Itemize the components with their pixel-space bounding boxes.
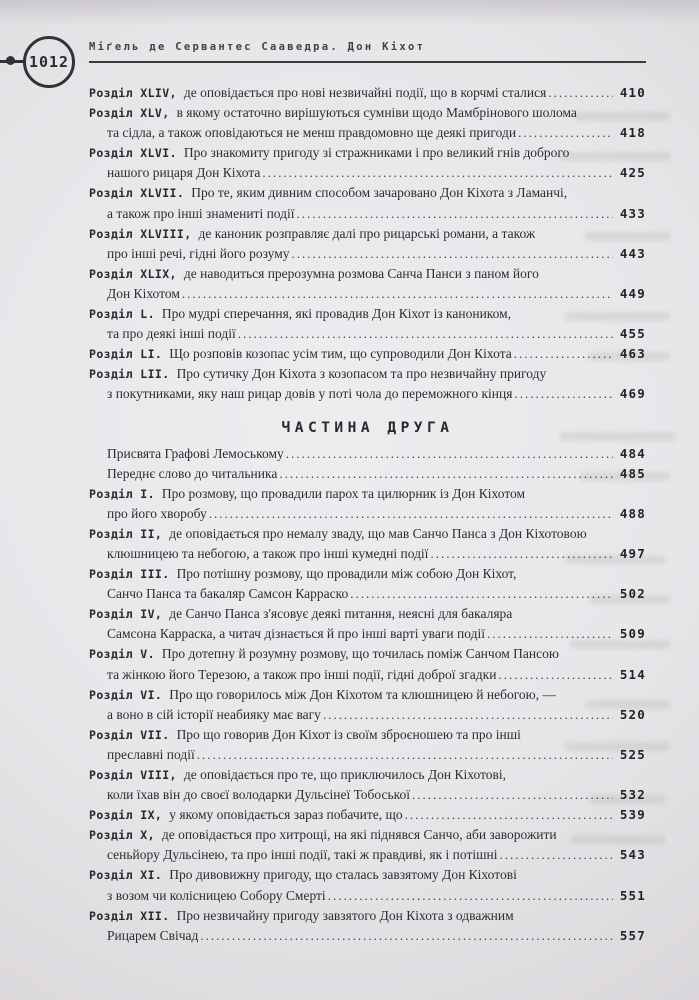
toc-line bbox=[89, 83, 646, 103]
table-of-contents bbox=[89, 83, 646, 946]
toc-line bbox=[89, 926, 646, 946]
dot-leader bbox=[209, 504, 613, 524]
toc-line bbox=[89, 183, 646, 203]
chapter-label: Розділ VIII, bbox=[89, 768, 177, 782]
dot-leader bbox=[548, 83, 613, 103]
entry-page-number: 514 bbox=[619, 666, 646, 682]
dot-leader bbox=[487, 624, 613, 644]
toc-line bbox=[89, 304, 646, 324]
entry-page-number: 539 bbox=[619, 807, 646, 823]
entry-page-number: 443 bbox=[619, 245, 646, 261]
toc-line bbox=[89, 685, 646, 705]
dot-leader bbox=[405, 805, 613, 825]
entry-page-number: 425 bbox=[619, 165, 646, 181]
toc-line bbox=[89, 845, 646, 865]
chapter-label: Розділ XII. bbox=[89, 908, 170, 923]
entry-page-number: 551 bbox=[619, 887, 646, 903]
chapter-label: Розділ VI. bbox=[89, 687, 163, 702]
chapter-label: Розділ L. bbox=[89, 307, 155, 322]
toc-line bbox=[89, 103, 646, 123]
toc-line bbox=[89, 564, 646, 584]
toc-line bbox=[89, 464, 646, 484]
entry-page-number: 484 bbox=[619, 445, 646, 461]
entry-text: та про деякі інші події bbox=[107, 326, 236, 342]
dot-leader bbox=[182, 284, 613, 304]
header-rule bbox=[89, 61, 646, 63]
dot-leader bbox=[430, 544, 613, 564]
toc-line bbox=[89, 244, 646, 264]
entry-page-number: 502 bbox=[619, 586, 646, 602]
entry-text: Що розповів козопас усім тим, що супроводили Дон Кіхота bbox=[169, 346, 512, 362]
toc-line bbox=[89, 143, 646, 163]
toc-part-one bbox=[89, 83, 646, 405]
dot-leader bbox=[197, 745, 613, 765]
toc-line bbox=[89, 204, 646, 224]
chapter-label: Розділ XI. bbox=[89, 868, 163, 883]
dot-leader bbox=[328, 886, 613, 906]
chapter-label: Розділ LII. bbox=[89, 367, 170, 382]
entry-text: нашого рицаря Дон Кіхота bbox=[107, 165, 261, 181]
chapter-label: Розділ X, bbox=[89, 828, 155, 843]
toc-line bbox=[89, 384, 646, 404]
entry-page-number: 543 bbox=[619, 847, 646, 863]
dot-leader bbox=[238, 324, 613, 344]
toc-line bbox=[89, 584, 646, 604]
toc-line bbox=[89, 504, 646, 524]
toc-line bbox=[89, 886, 646, 906]
entry-text: Дон Кіхотом bbox=[107, 285, 180, 301]
chapter-label: Розділ IV, bbox=[89, 607, 163, 622]
chapter-label: Розділ II, bbox=[89, 526, 163, 541]
entry-text: клюшницею та небогою, а також про інші кумедні події bbox=[107, 545, 429, 561]
toc-line bbox=[89, 544, 646, 564]
toc-line bbox=[89, 364, 646, 384]
chapter-label: Розділ XLIX, bbox=[89, 266, 177, 281]
entry-text: де Санчо Панса з'ясовує деякі питання, неясні для бакаляра bbox=[169, 606, 513, 622]
toc-line bbox=[89, 805, 646, 825]
toc-line bbox=[89, 444, 646, 464]
dot-leader bbox=[350, 584, 613, 604]
dot-leader bbox=[279, 464, 613, 484]
entry-text: та сідла, а також оповідаються не менш правдомовно ще деякі пригоди bbox=[107, 125, 517, 141]
dot-leader bbox=[412, 785, 613, 805]
entry-page-number: 520 bbox=[619, 706, 646, 722]
toc-line bbox=[89, 785, 646, 805]
entry-text: Про дотепну й розумну розмову, що точилась поміж Санчом Пансою bbox=[161, 646, 559, 662]
entry-page-number: 485 bbox=[619, 465, 646, 481]
entry-text: а також про інші знамениті події bbox=[107, 205, 295, 221]
entry-page-number: 509 bbox=[619, 626, 646, 642]
entry-text: про інші речі, гідні його розуму bbox=[107, 245, 290, 261]
entry-text: Переднє слово до читальника bbox=[107, 465, 278, 481]
entry-text: про його хворобу bbox=[107, 505, 207, 521]
entry-text: де каноник розправляє далі про рицарські романи, а також bbox=[198, 225, 536, 241]
entry-text: де оповідається про те, що приключилось Дон Кіхотові, bbox=[183, 767, 507, 782]
toc-line bbox=[89, 825, 646, 845]
badge-dot bbox=[6, 56, 15, 65]
part-two-heading-wrap bbox=[89, 419, 646, 437]
chapter-label: Розділ XLV, bbox=[89, 106, 170, 121]
entry-page-number: 418 bbox=[619, 125, 646, 141]
toc-line bbox=[89, 224, 646, 244]
entry-text: де наводиться прерозумна розмова Санча Панси з паном його bbox=[183, 265, 539, 281]
entry-page-number: 433 bbox=[619, 205, 646, 221]
page-number-badge bbox=[23, 36, 75, 88]
toc-line bbox=[89, 745, 646, 765]
chapter-label: Розділ XLIV, bbox=[89, 86, 177, 100]
entry-text: Про знакомиту пригоду зі стражниками і про великий гнів доброго bbox=[183, 145, 570, 161]
entry-page-number: 497 bbox=[619, 545, 646, 561]
dot-leader bbox=[500, 845, 614, 865]
toc-line bbox=[89, 324, 646, 344]
dot-leader bbox=[262, 163, 613, 183]
dot-leader bbox=[200, 926, 613, 946]
part-two-heading: ЧАСТИНА ДРУГА bbox=[281, 419, 454, 436]
dot-leader bbox=[498, 665, 613, 685]
dot-leader bbox=[286, 444, 613, 464]
entry-text: Санчо Панса та бакаляр Самсон Карраско bbox=[107, 586, 349, 602]
dot-leader bbox=[292, 244, 613, 264]
chapter-label: Розділ XLVIII, bbox=[89, 226, 192, 241]
entry-page-number: 532 bbox=[619, 787, 646, 803]
entry-text: Про розмову, що провадили парох та цилюрник із Дон Кіхотом bbox=[161, 485, 526, 501]
chapter-label: Розділ VII. bbox=[89, 727, 170, 742]
entry-text: Присвята Графові Лемоському bbox=[107, 445, 284, 461]
running-header: Міґель де Сервантес Сааведра. Дон Кіхот bbox=[89, 41, 426, 53]
toc-line bbox=[89, 705, 646, 725]
entry-page-number: 410 bbox=[619, 85, 646, 100]
entry-page-number: 557 bbox=[619, 927, 646, 943]
toc-line bbox=[89, 604, 646, 624]
toc-line bbox=[89, 624, 646, 644]
chapter-label: Розділ III. bbox=[89, 567, 170, 582]
chapter-label: Розділ IX, bbox=[89, 808, 163, 823]
toc-line bbox=[89, 725, 646, 745]
entry-page-number: 455 bbox=[619, 326, 646, 342]
entry-text: та жінкою його Терезою, а також про інші події, гідні доброї згадки bbox=[107, 666, 497, 682]
entry-text: Про мудрі сперечання, які провадив Дон Кіхот із каноником, bbox=[161, 306, 512, 322]
entry-text: в якому остаточно вирішуються сумніви щодо Мамбрінового шолома bbox=[176, 105, 577, 121]
dot-leader bbox=[518, 123, 613, 143]
toc-line bbox=[89, 644, 646, 664]
entry-text: Про що говорив Дон Кіхот із своїм зброєношею та про інші bbox=[176, 726, 521, 742]
toc-line bbox=[89, 484, 646, 504]
dot-leader bbox=[323, 705, 613, 725]
entry-text: Самсона Карраска, а читач дізнається й про інші варті уваги події bbox=[107, 626, 485, 642]
toc-line bbox=[89, 264, 646, 284]
entry-text: Про дивовижну пригоду, що сталась завзятому Дон Кіхотові bbox=[169, 867, 517, 883]
entry-page-number: 469 bbox=[619, 386, 646, 402]
entry-text: з возом чи колісницею Собору Смерті bbox=[107, 887, 326, 903]
entry-text: Про те, яким дивним способом зачаровано Дон Кіхота з Ламанчі, bbox=[191, 185, 568, 201]
entry-text: а воно в сій історії неабияку має вагу bbox=[107, 706, 321, 722]
chapter-label: Розділ LI. bbox=[89, 347, 163, 362]
toc-line bbox=[89, 123, 646, 143]
entry-text: у якому оповідається зараз побачите, що bbox=[169, 807, 403, 823]
entry-text: преславні події bbox=[107, 746, 195, 762]
entry-text: Про сутичку Дон Кіхота з козопасом та про незвичайну пригоду bbox=[176, 366, 547, 382]
dot-leader bbox=[514, 344, 613, 364]
chapter-label: Розділ I. bbox=[89, 486, 155, 501]
toc-line bbox=[89, 284, 646, 304]
toc-line bbox=[89, 765, 646, 785]
entry-page-number: 449 bbox=[619, 285, 646, 301]
entry-text: Про потішну розмову, що провадили між собою Дон Кіхот, bbox=[176, 566, 517, 582]
page-number: 1012 bbox=[28, 53, 70, 71]
entry-page-number: 488 bbox=[619, 505, 646, 521]
toc-part-two bbox=[89, 444, 646, 946]
dot-leader bbox=[297, 204, 613, 224]
toc-line bbox=[89, 524, 646, 544]
entry-page-number: 463 bbox=[619, 346, 646, 362]
entry-text: де оповідається про нові незвичайні події, що в корчмі сталися bbox=[183, 85, 547, 100]
chapter-label: Розділ XLVII. bbox=[89, 186, 185, 201]
entry-text: де оповідається про хитрощі, на які піднявся Санчо, аби заворожити bbox=[161, 827, 557, 843]
entry-text: з покутниками, яку наш рицар довів у поті чола до переможного кінця bbox=[107, 386, 513, 402]
dot-leader bbox=[514, 384, 613, 404]
entry-text: де оповідається про немалу зваду, що мав Санчо Панса з Дон Кіхотовою bbox=[169, 525, 587, 541]
toc-line bbox=[89, 163, 646, 183]
toc-line bbox=[89, 665, 646, 685]
entry-text: Рицарем Свічад bbox=[107, 927, 199, 943]
entry-text: Про що говорилось між Дон Кіхотом та клюшницею й небогою, — bbox=[169, 686, 557, 702]
entry-text: коли їхав він до своєї володарки Дульсінеї Тобоської bbox=[107, 787, 411, 803]
entry-text: сеньйору Дульсінею, та про інші події, такі ж правдиві, як і потішні bbox=[107, 847, 498, 863]
toc-line bbox=[89, 344, 646, 364]
chapter-label: Розділ XLVI. bbox=[89, 146, 177, 161]
toc-line bbox=[89, 906, 646, 926]
toc-line bbox=[89, 865, 646, 885]
chapter-label: Розділ V. bbox=[89, 647, 155, 662]
entry-text: Про незвичайну пригоду завзятого Дон Кіхота з одважним bbox=[176, 907, 514, 923]
entry-page-number: 525 bbox=[619, 746, 646, 762]
